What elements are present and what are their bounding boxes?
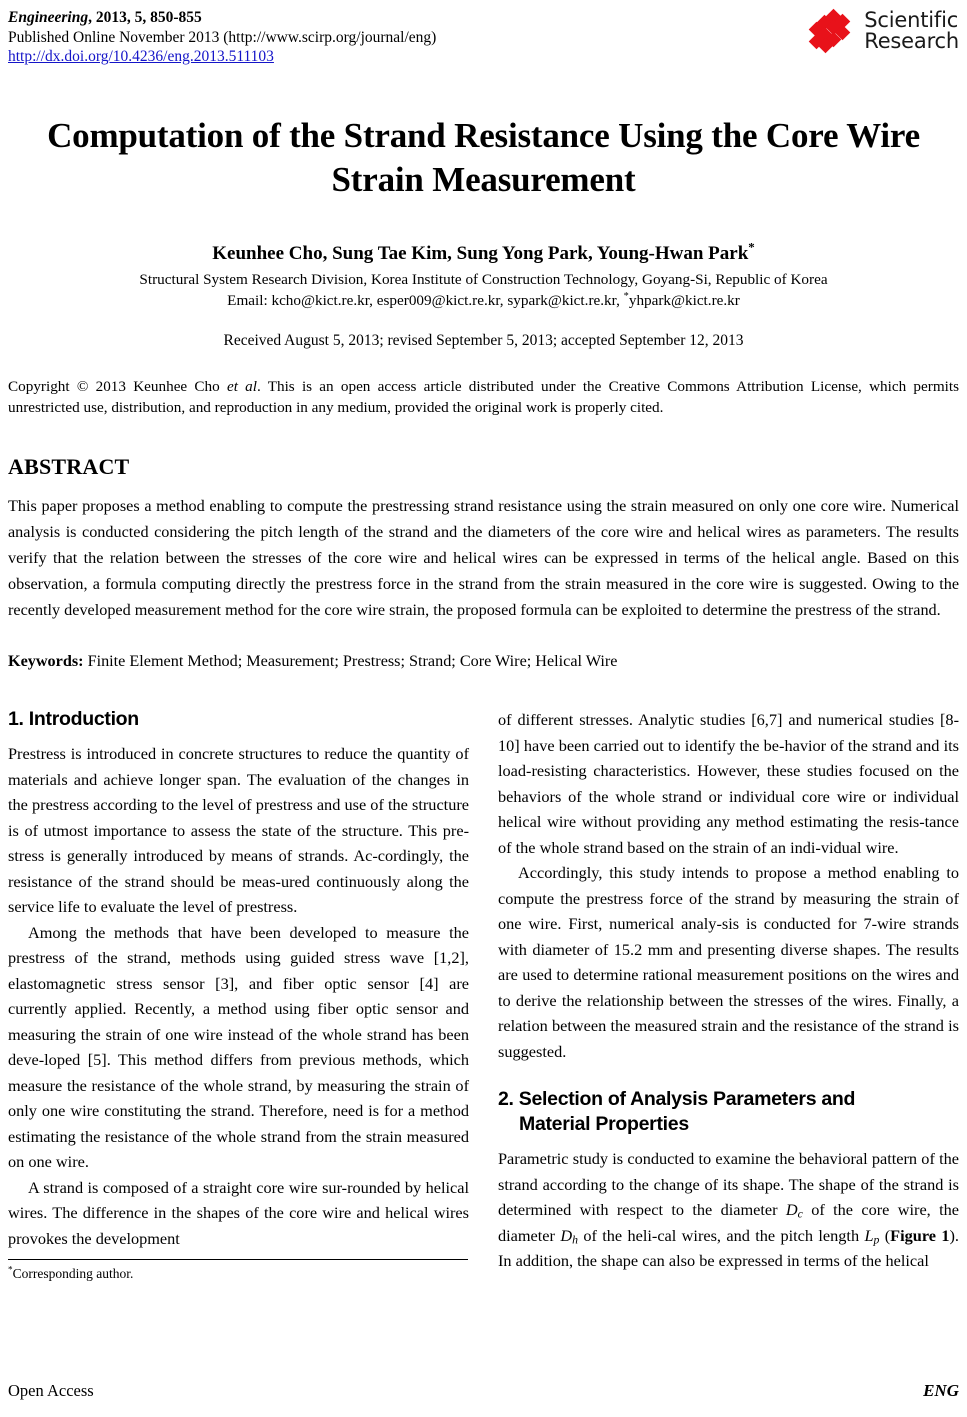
logo-line-2: Research	[864, 29, 959, 53]
doi-link[interactable]: http://dx.doi.org/10.4236/eng.2013.511103	[8, 48, 274, 65]
copyright-etal: et al	[226, 378, 257, 395]
email-label: Email:	[227, 292, 272, 309]
body-columns	[8, 707, 959, 1283]
figure-reference[interactable]: Figure 1	[890, 1225, 950, 1245]
copyright-notice	[8, 376, 959, 418]
affiliation: Structural System Research Division, Korea Institute of Construction Technology, Goyang-Si, Republic of Korea	[139, 271, 828, 288]
abstract-heading: ABSTRACT	[8, 454, 130, 479]
variable-lp-base: L	[864, 1225, 874, 1245]
keywords-line	[8, 649, 959, 673]
open-access-label: Open Access	[8, 1381, 94, 1400]
variable-dh-base: D	[560, 1225, 573, 1245]
section-heading-selection	[498, 1087, 959, 1137]
footnote-divider	[8, 1259, 468, 1260]
abstract-text: This paper proposes a method enabling to compute the prestressing strand resistance using the strain measured on only one core wire. Numerical analysis is conducted considering the pitch length of the strand and the diameters of the core wire and helical wires as parameters. The results verify that the relation between the stresses of the core wire and helical wires can be expressed in terms of the helical angle. Based on this observation, a formula computing directly the prestress force in the strand from the strain measured in the core wire is suggested. Owing to the recently developed measurement method for the core wire strain, the proposed formula can be exploited to determine the prestress of the strand.	[8, 497, 959, 619]
variable-dc-subscript: c	[797, 1207, 803, 1221]
page-title: Computation of the Strand Resistance Using the Core Wire Strain Measurement	[47, 116, 920, 199]
logo-line-1: Scientific	[864, 8, 959, 32]
selection-text-c: of the heli-cal wires, and the pitch length	[577, 1225, 865, 1245]
intro-paragraph-1: Prestress is introduced in concrete structures to reduce the quantity of materials and achieve longer span. The evaluation of the changes in the prestress according to the level of prestress and use of the structure is of utmost importance to assess the state of the structure. This pre-stress is generally introduced by means of strands. Ac-cordingly, the resistance of the strand should be meas-ured continuously along the service life to evaluate the level of prestress.	[8, 744, 469, 916]
variable-lp	[864, 1226, 879, 1245]
section-heading-selection-line1: 2. Selection of Analysis Parameters and	[498, 1088, 856, 1110]
page-content	[8, 8, 959, 1283]
copyright-prefix: Copyright © 2013 Keunhee Cho	[8, 378, 227, 395]
intro-paragraph-3-continued	[498, 707, 959, 860]
footnote-text: Corresponding author.	[12, 1266, 134, 1281]
section-heading-introduction: 1. Introduction	[8, 708, 139, 730]
submission-dates: Received August 5, 2013; revised September 5, 2013; accepted September 12, 2013	[223, 332, 744, 349]
journal-abbrev-label: ENG	[923, 1381, 959, 1400]
variable-dc	[786, 1200, 803, 1219]
variable-dc-base: D	[785, 1200, 798, 1219]
intro-paragraph-3-part	[8, 1175, 469, 1252]
copyright-suffix: . This is an open access article distributed under the Creative Commons Attribution License, which permits unrestricted use, distribution, and reproduction in any medium, provided the original work is properly cited.	[8, 378, 959, 416]
selection-text-a: Parametric study is conducted to examine the behavioral pattern of the strand according to the change of its shape. The shape of the strand is determined with respect to the diameter	[498, 1149, 959, 1219]
email-corresponding[interactable]: yhpark@kict.re.kr	[628, 292, 740, 309]
author-emails	[8, 290, 959, 311]
masthead-text	[8, 8, 436, 67]
footnote	[8, 1265, 469, 1283]
keywords-values: Finite Element Method; Measurement; Prestress; Strand; Core Wire; Helical Wire	[83, 652, 618, 670]
left-column	[8, 707, 469, 1283]
keywords-label: Keywords:	[8, 652, 84, 670]
journal-issue-info: , 2013, 5, 850-855	[88, 9, 202, 26]
variable-dh-subscript: h	[572, 1233, 578, 1247]
corresponding-author-marker: *	[748, 239, 755, 255]
selection-text-e: ). In addition, the shape can also be expressed in terms of the helical	[498, 1225, 959, 1270]
journal-name: Engineering	[8, 9, 89, 26]
author-names: Keunhee Cho, Sung Tae Kim, Sung Yong Park, Young-Hwan Park	[212, 243, 749, 264]
diamond-cluster-icon	[811, 11, 857, 51]
masthead	[8, 8, 959, 70]
intro-paragraph-2: Among the methods that have been developed to measure the prestress of the strand, methods using guided stress wave [1,2], elastomagnetic stress sensor [3], and fiber optic sensor [4] are currently applied. Recently, a method using fiber optic sensor and measuring the strain of one wire instead of the whole strand has been deve-loped [5]. This method differs from previous methods, which measure the resistance of the whole strand, by measuring the strain of only one wire constituting the strand. Therefore, need is for a method estimating the resistance of the whole strand from the strain measured on one wire.	[8, 922, 469, 1171]
page-footer	[8, 1381, 959, 1401]
right-column	[498, 707, 959, 1283]
selection-text-b: of the core wire, the diameter	[498, 1200, 959, 1245]
intro-paragraph-4: Accordingly, this study intends to propose a method enabling to compute the prestress force of the strand by measuring the strain of one wire. First, numerical analy-sis is conducted for 7-wire strands with diameter of 15.2 mm and presenting diverse shapes. The results are used to determine rational measurement positions on the wires and to derive the relationship between the stresses of the wires. Finally, a relation between the measured strain and the resistance of the strand is suggested.	[498, 863, 959, 1061]
published-online-line: Published Online November 2013 (http://www.scirp.org/journal/eng)	[8, 28, 437, 46]
variable-dh	[560, 1226, 578, 1245]
journal-citation-line	[8, 8, 436, 28]
section-heading-selection-line2: Material Properties	[519, 1113, 689, 1135]
scientific-research-logo	[811, 10, 959, 52]
author-list	[8, 239, 959, 266]
selection-text-d: (	[879, 1225, 891, 1245]
variable-lp-subscript: p	[873, 1233, 880, 1247]
email-corresponding-marker: *	[623, 290, 629, 302]
intro-paragraph-3-left-text: A strand is composed of a straight core wire sur-rounded by helical wires. The difference in the shapes of the core wire and helical wires provokes the development	[8, 1177, 469, 1248]
emails-primary[interactable]: kcho@kict.re.kr, esper009@kict.re.kr, sypark@kict.re.kr,	[271, 292, 624, 309]
intro-paragraph-3-right-text: of different stresses. Analytic studies [6,7] and numerical studies [8-10] have been carried out to identify the be-havior of the strand and its load-resisting characteristics. However, these studies focused on the behaviors of the whole strand or individual core wire or individual helical wire without providing any method estimating the resis-tance of the whole strand based on the strain of an indi-vidual wire.	[498, 710, 959, 857]
logo-wordmark	[864, 10, 959, 52]
footnote-marker: *	[8, 1264, 13, 1275]
selection-paragraph-1	[498, 1146, 959, 1274]
